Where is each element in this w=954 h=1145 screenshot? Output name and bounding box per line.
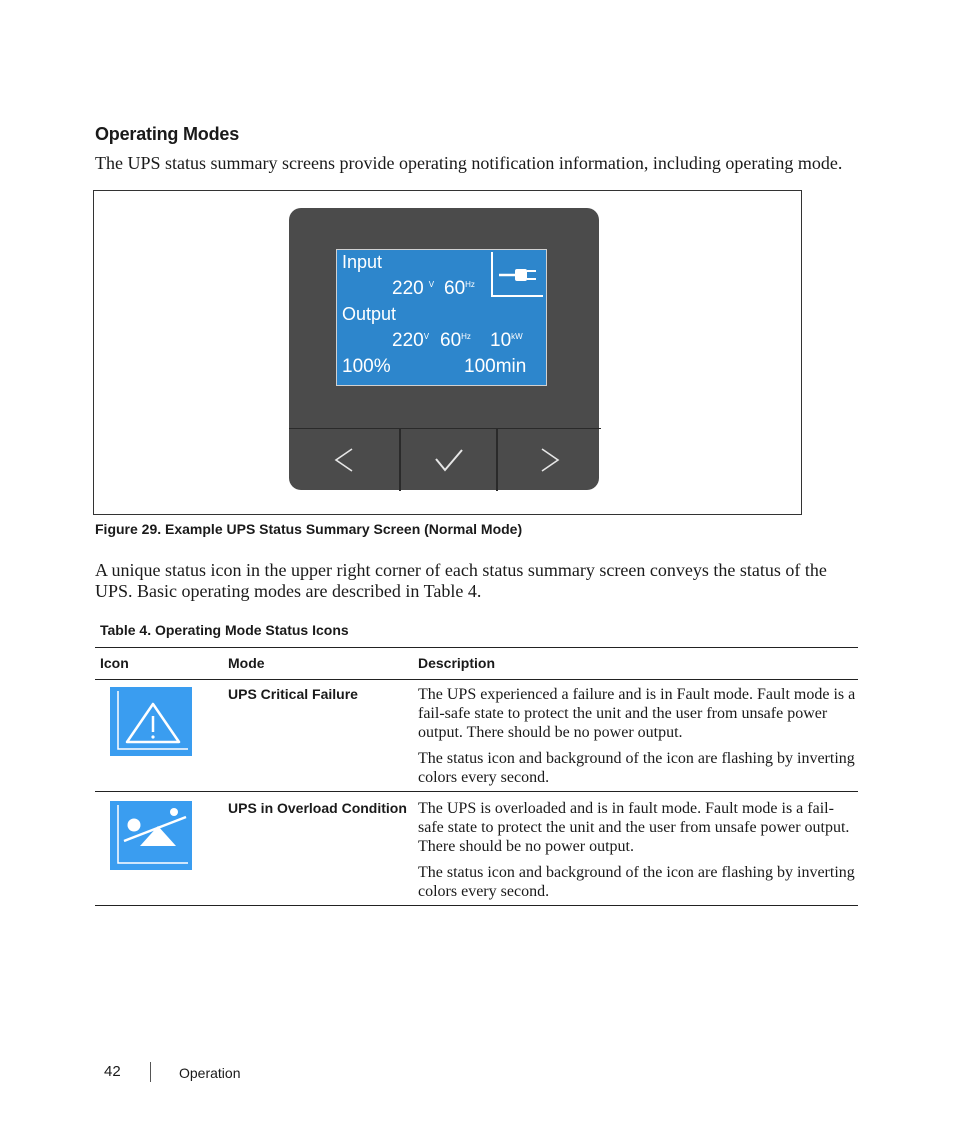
table-header-rule <box>95 679 858 680</box>
chevron-right-icon <box>538 447 562 473</box>
footer-separator <box>150 1062 151 1082</box>
panel-button-row <box>289 428 599 490</box>
body-paragraph: A unique status icon in the upper right corner of each status summary screen conveys the status of the UPS. Basic operating modes are described in Table 4. <box>95 560 827 601</box>
figure-caption: Figure 29. Example UPS Status Summary Screen (Normal Mode) <box>95 521 523 537</box>
desc-overload-1: The UPS is overloaded and is in fault mode. Fault mode is a fail-safe state to protect the unit and the user from unsafe power output. There should be no power output. <box>418 800 850 855</box>
footer-section: Operation <box>179 1065 241 1081</box>
page-number: 42 <box>104 1063 121 1080</box>
lcd-input-frequency: $60^{Hz}$ <box>444 278 475 299</box>
lcd-runtime: 100min <box>464 356 527 377</box>
mode-overload: UPS in Overload Condition <box>228 800 407 816</box>
lcd-input-label: Input <box>342 252 383 272</box>
chevron-left-icon <box>332 447 356 473</box>
lcd-load: 100% <box>342 356 391 377</box>
intro-text: The UPS status summary screens provide operating notification information, including operating mode. <box>95 153 843 173</box>
lcd-screen <box>336 249 547 386</box>
desc-critical-failure-2: The status icon and background of the icon are flashing by inverting colors every second. <box>418 750 855 786</box>
overload-seesaw-icon <box>110 801 192 870</box>
table-row-rule <box>95 791 858 792</box>
lcd-output-voltage: $220^V$ <box>392 330 430 351</box>
table-bottom-rule <box>95 905 858 906</box>
desc-critical-failure-1: The UPS experienced a failure and is in Fault mode. Fault mode is a fail-safe state to protect the unit and the user from unsafe power output. There should be no power output. <box>418 686 856 741</box>
table-header-description: Description <box>418 655 496 671</box>
lcd-output-power: $10^{kW}$ <box>490 330 523 351</box>
section-heading: Operating Modes <box>95 124 240 144</box>
enter-button[interactable] <box>399 428 496 491</box>
checkmark-icon <box>434 447 464 473</box>
plug-icon <box>489 252 545 298</box>
lcd-output-label: Output <box>342 304 397 324</box>
lcd-input-voltage: 220 $^V$ <box>392 278 435 299</box>
warning-triangle-icon <box>110 687 192 756</box>
right-button[interactable] <box>496 428 601 491</box>
table-caption: Table 4. Operating Mode Status Icons <box>100 622 349 638</box>
desc-overload-2: The status icon and background of the icon are flashing by inverting colors every second. <box>418 864 855 900</box>
table-header-icon: Icon <box>100 655 129 671</box>
left-button[interactable] <box>289 428 399 491</box>
table-top-rule <box>95 647 858 648</box>
lcd-output-frequency: $60^{Hz}$ <box>440 330 471 351</box>
table-header-mode: Mode <box>228 655 265 671</box>
mode-critical-failure: UPS Critical Failure <box>228 686 358 702</box>
